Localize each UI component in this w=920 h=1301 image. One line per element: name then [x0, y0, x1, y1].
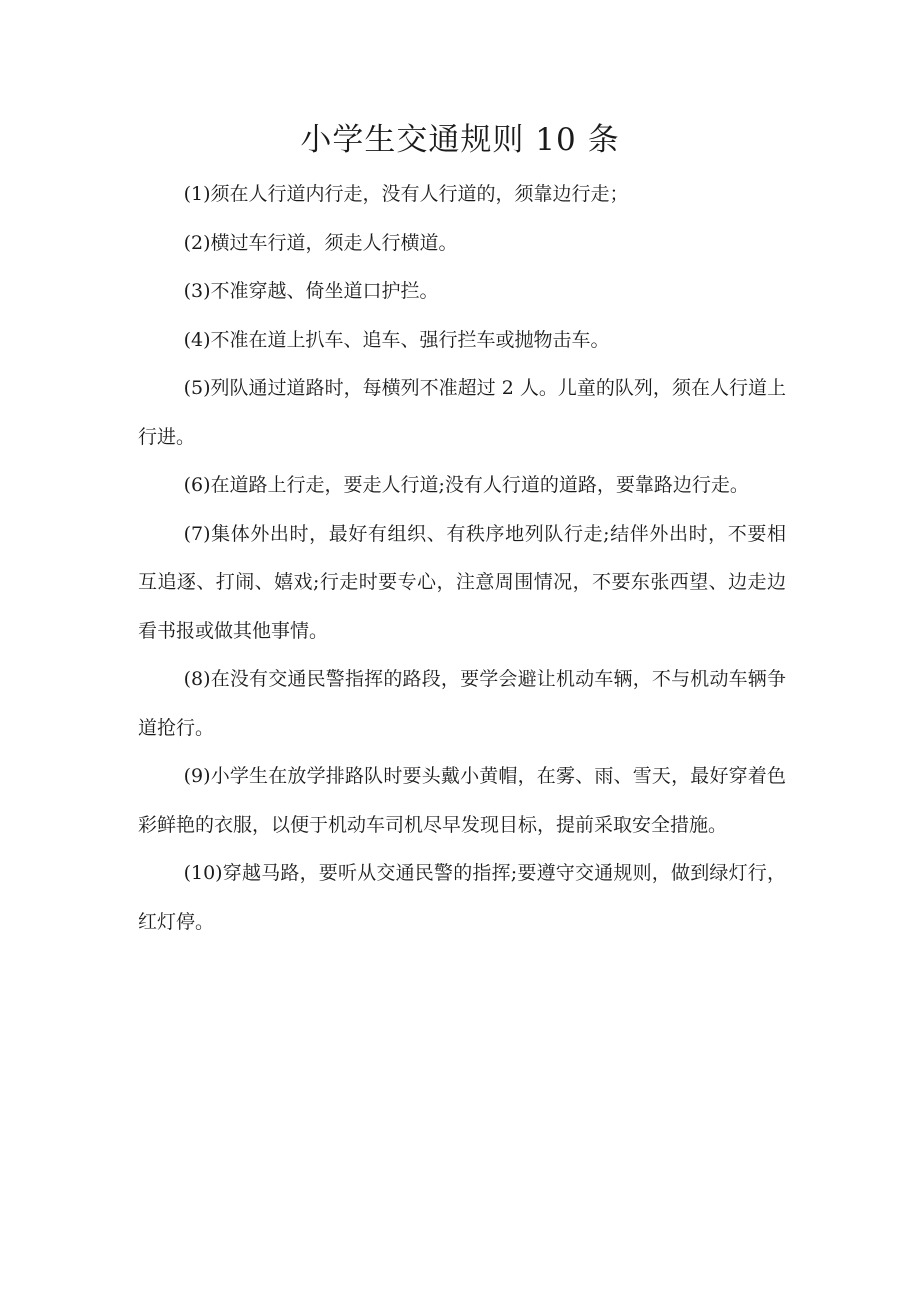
rule-item-5: (5)列队通过道路时，每横列不准超过 2 人。儿童的队列，须在人行道上行进。: [138, 377, 786, 448]
rule-item-4: (4)不准在道上扒车、追车、强行拦车或抛物击车。: [183, 328, 610, 351]
rule-item-8: (8)在没有交通民警指挥的路段，要学会避让机动车辆，不与机动车辆争道抢行。: [138, 668, 786, 739]
document-title: 小学生交通规则 10 条: [300, 122, 620, 158]
rule-item-7: (7)集体外出时，最好有组织、有秩序地列队行走;结伴外出时，不要相互追逐、打闹、嬉戏;行走时要专心，注意周围情况，不要东张西望、边走边看书报或做其他事情。: [138, 522, 786, 642]
rule-item-1: (1)须在人行道内行走，没有人行道的，须靠边行走；: [183, 183, 629, 205]
rule-item-2: (2)横过车行道，须走人行横道。: [183, 231, 458, 254]
rule-item-9: (9)小学生在放学排路队时要头戴小黄帽，在雾、雨、雪天，最好穿着色彩鲜艳的衣服，以便于机动车司机尽早发现目标，提前采取安全措施。: [138, 765, 786, 836]
rules-list: [138, 170, 786, 946]
rule-item-3: (3)不准穿越、倚坐道口护拦。: [183, 280, 439, 302]
rule-item-6: (6)在道路上行走，要走人行道;没有人行道的道路，要靠路边行走。: [183, 474, 749, 496]
rule-item-10: (10)穿越马路，要听从交通民警的指挥;要遵守交通规则，做到绿灯行，红灯停。: [138, 862, 786, 933]
